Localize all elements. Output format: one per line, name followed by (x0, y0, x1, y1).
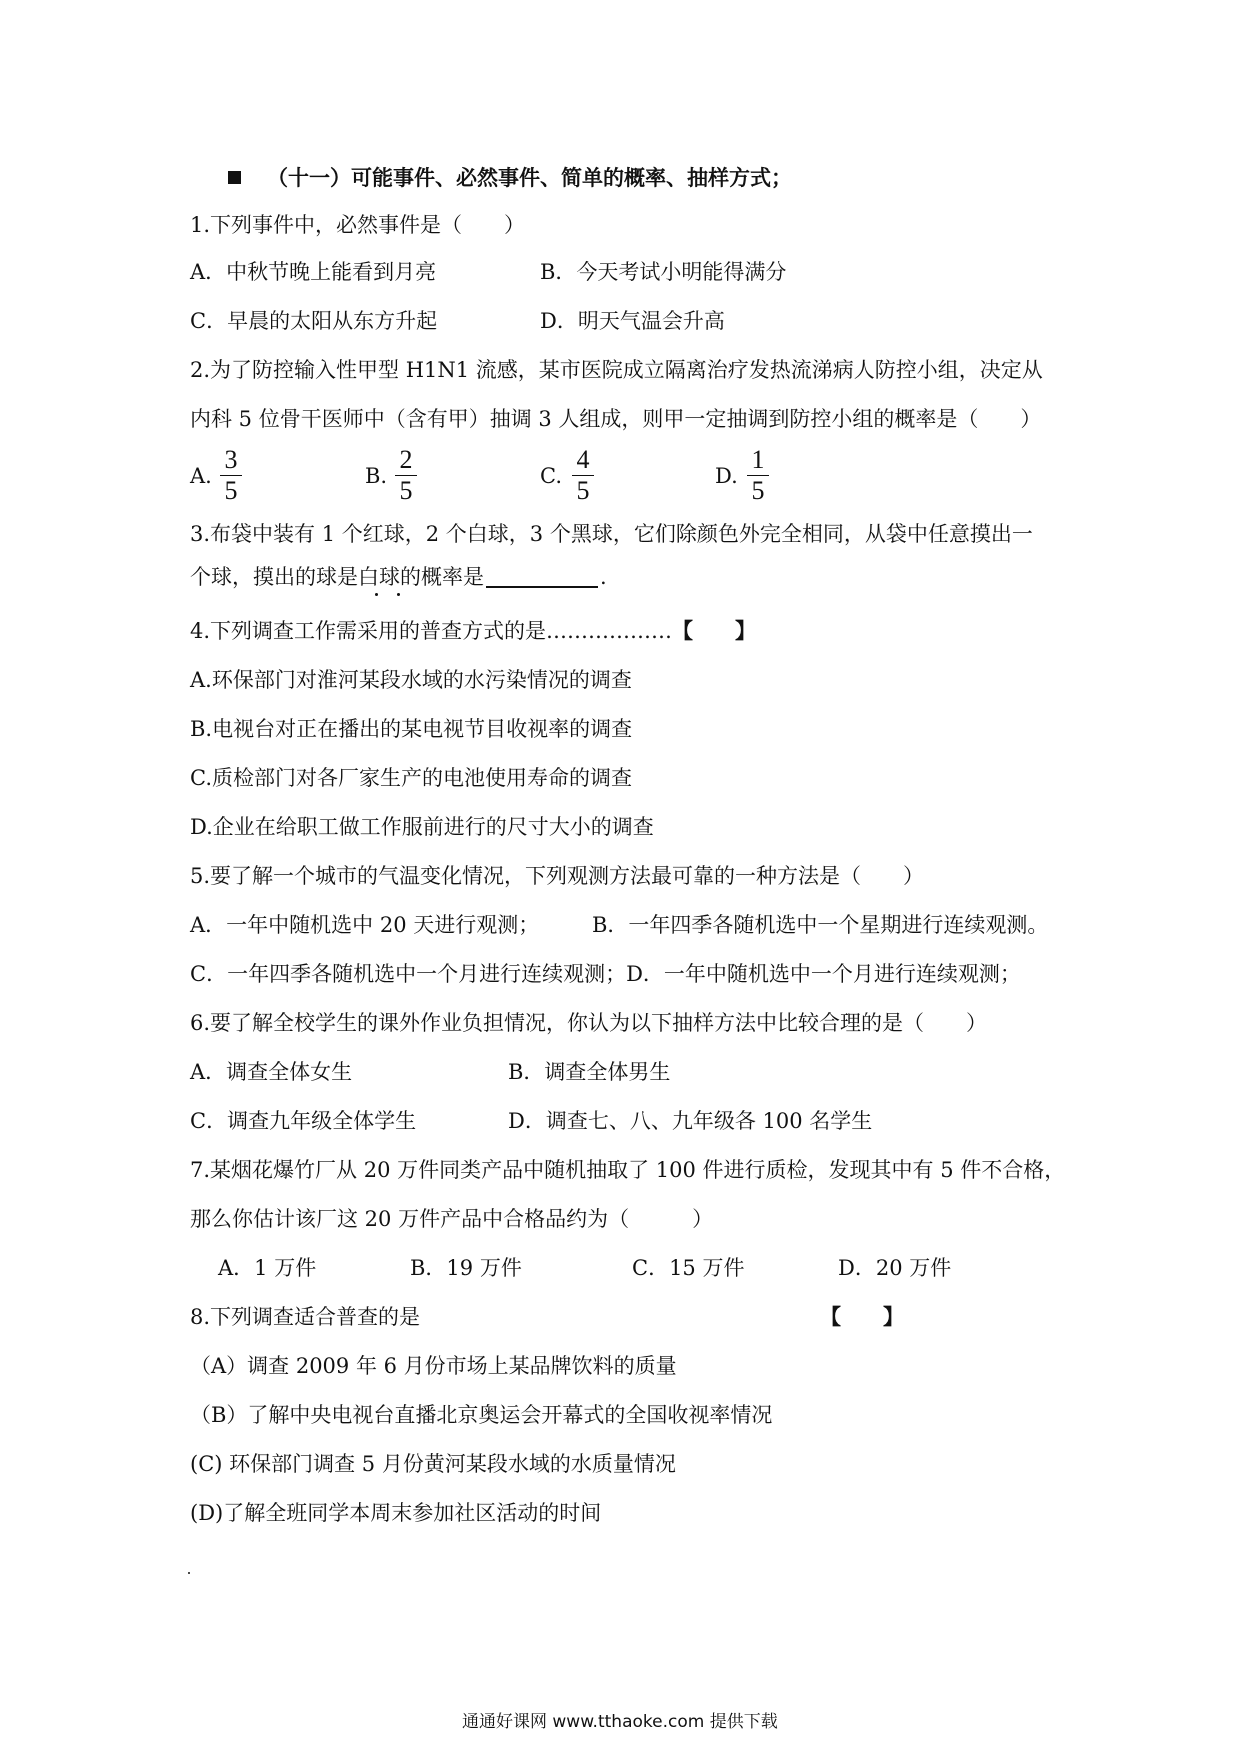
q5-stem: 5.要了解一个城市的气温变化情况，下列观测方法最可靠的一种方法是（ ） (190, 864, 925, 888)
q6-option-c: C．调查九年级全体学生 (190, 1109, 417, 1133)
q6-stem: 6.要了解全校学生的课外作业负担情况，你认为以下抽样方法中比较合理的是（ ） (190, 1011, 988, 1035)
q2-option-c-label: C. (540, 464, 562, 488)
q2-option-a-fraction (220, 446, 242, 505)
q5-option-a: A．一年中随机选中 20 天进行观测； (190, 913, 540, 937)
q8-answer-bracket: 【 】 (820, 1304, 904, 1329)
q6-option-b: B．调查全体男生 (508, 1060, 671, 1084)
footer-source: 通通好课网 www.tthaoke.com 提供下载 (462, 1712, 778, 1732)
q4-answer-bracket: 【 】 (672, 618, 757, 643)
q2-option-d-label: D. (715, 464, 738, 488)
q8-option-c: (C) 环保部门调查 5 月份黄河某段水域的水质量情况 (190, 1452, 676, 1476)
square-bullet-icon (228, 171, 241, 184)
q4-option-c: C.质检部门对各厂家生产的电池使用寿命的调查 (190, 766, 632, 790)
section-title (228, 162, 792, 192)
q3-stem-line1: 3.布袋中装有 1 个红球，2 个白球，3 个黑球，它们除颜色外完全相同，从袋中任意摸出一 (190, 522, 1033, 546)
q2-options (0, 446, 1240, 508)
q2-option-d-denominator: 5 (751, 476, 765, 505)
answer-blank[interactable] (486, 564, 598, 588)
q1-stem: 1.下列事件中，必然事件是（ ） (190, 213, 526, 237)
q7-option-c: C．15 万件 (632, 1256, 745, 1280)
q8-option-b: （B）了解中央电视台直播北京奥运会开幕式的全国收视率情况 (190, 1403, 773, 1427)
section-title-text: （十一）可能事件、必然事件、简单的概率、抽样方式； (267, 166, 792, 190)
q2-stem-line2: 内科 5 位骨干医师中（含有甲）抽调 3 人组成，则甲一定抽调到防控小组的概率是（ ） (190, 407, 1042, 431)
q7-option-d: D．20 万件 (838, 1256, 952, 1280)
q1-option-d: D．明天气温会升高 (540, 309, 725, 333)
q1-option-a: A．中秋节晚上能看到月亮 (190, 260, 437, 284)
q8-option-d: (D)了解全班同学本周末参加社区活动的时间 (190, 1501, 602, 1525)
q2-option-b-denominator: 5 (399, 476, 413, 505)
emphasis-dot (397, 593, 400, 596)
q7-option-a: A．1 万件 (218, 1256, 317, 1280)
q7-stem-line2: 那么你估计该厂这 20 万件产品中合格品约为（ ） (190, 1207, 714, 1231)
q5-option-cd: C．一年四季各随机选中一个月进行连续观测；D．一年中随机选中一个月进行连续观测； (190, 962, 1021, 986)
q2-option-b-numerator: 2 (399, 445, 413, 474)
q2-option-d-fraction (747, 446, 769, 505)
q2-option-a-numerator: 3 (224, 445, 238, 474)
q2-option-a-denominator: 5 (224, 476, 238, 505)
q8-stem: 8.下列调查适合普查的是 (190, 1305, 421, 1329)
q2-option-c-numerator: 4 (576, 445, 590, 474)
q1-option-b: B．今天考试小明能得满分 (540, 260, 787, 284)
q2-option-d-numerator: 1 (751, 445, 765, 474)
q7-stem-line1: 7.某烟花爆竹厂从 20 万件同类产品中随机抽取了 100 件进行质检，发现其中有 5 件不合格， (190, 1158, 1066, 1182)
q2-option-b-label: B. (365, 464, 388, 488)
q5-option-b: B．一年四季各随机选中一个星期进行连续观测。 (592, 913, 1049, 937)
scan-speck (188, 1572, 190, 1574)
q2-option-b-fraction (395, 446, 417, 505)
q2-stem-line1: 2.为了防控输入性甲型 H1N1 流感，某市医院成立隔离治疗发热流涕病人防控小组，决定从 (190, 358, 1043, 382)
q4-option-a: A.环保部门对淮河某段水域的水污染情况的调查 (190, 668, 632, 692)
q2-option-a-label: A. (190, 464, 212, 488)
q4-option-b: B.电视台对正在播出的某电视节目收视率的调查 (190, 717, 633, 741)
q4-option-d: D.企业在给职工做工作服前进行的尺寸大小的调查 (190, 815, 654, 839)
q4-stem: 4.下列调查工作需采用的普查方式的是……………… (190, 619, 673, 643)
q4-stem-line (190, 616, 756, 646)
q2-option-c-fraction (572, 446, 594, 505)
q7-option-b: B．19 万件 (410, 1256, 522, 1280)
q3-stem-line2 (190, 562, 607, 592)
q6-option-a: A．调查全体女生 (190, 1060, 353, 1084)
q2-option-c-denominator: 5 (576, 476, 590, 505)
q3-stem-line2-text: 个球，摸出的球是白球的概率是 (190, 565, 484, 589)
emphasis-dot (375, 593, 378, 596)
q8-option-a: （A）调查 2009 年 6 月份市场上某品牌饮料的质量 (190, 1354, 677, 1378)
q1-option-c: C．早晨的太阳从东方升起 (190, 309, 438, 333)
q3-stem-line2-end: . (600, 565, 607, 589)
q6-option-d: D．调查七、八、九年级各 100 名学生 (508, 1109, 873, 1133)
